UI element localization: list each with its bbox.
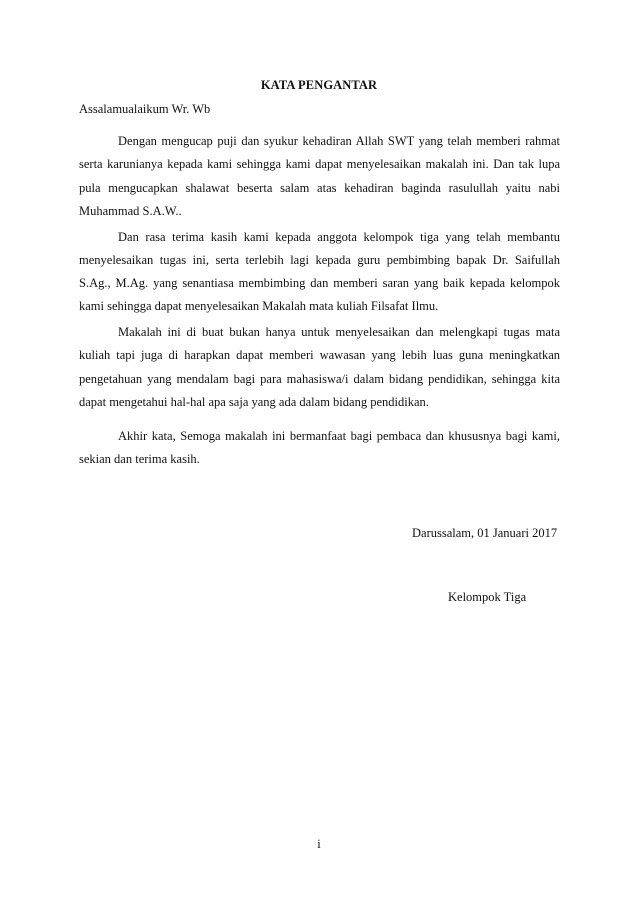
- paragraph-1-line-1: Dengan mengucap puji dan syukur kehadiran Allah SWT yang telah memberi rahmat: [118, 134, 560, 148]
- paragraph-1-line-3: pula mengucapkan shalawat beserta salam atas kehadiran baginda rasulullah yaitu nabi: [79, 181, 560, 195]
- greeting-text: Assalamualaikum Wr. Wb: [79, 102, 211, 116]
- paragraph-4-line-2: sekian dan terima kasih.: [79, 452, 200, 466]
- paragraph-3-line-2: kuliah tapi juga di harapkan dapat memberi wawasan yang lebih luas guna meningkatkan: [79, 348, 560, 362]
- paragraph-3-line-3: pengetahuan yang mendalam bagi para mahasiswa/i dalam bidang pendidikan, sehingga kita: [79, 372, 560, 386]
- paragraph-2-line-1: Dan rasa terima kasih kami kepada anggota kelompok tiga yang telah membantu: [118, 230, 560, 244]
- paragraph-2-line-3: S.Ag., M.Ag. yang senantiasa membimbing dan memberi saran yang baik kepada kelompok: [79, 276, 560, 290]
- paragraph-4-line-1: Akhir kata, Semoga makalah ini bermanfaat bagi pembaca dan khususnya bagi kami,: [118, 429, 560, 443]
- paragraph-3-line-4: dapat mengetahui hal-hal apa saja yang ada dalam bidang pendidikan.: [79, 395, 429, 409]
- page-title: KATA PENGANTAR: [260, 78, 378, 92]
- signature-text: Kelompok Tiga: [448, 590, 527, 604]
- place-date-text: Darussalam, 01 Januari 2017: [412, 526, 558, 540]
- page-number: i: [317, 837, 321, 851]
- paragraph-1-line-4: Muhammad S.A.W..: [79, 204, 182, 218]
- paragraph-2-line-4: kami sehingga dapat menyelesaikan Makalah mata kuliah Filsafat Ilmu.: [79, 299, 439, 313]
- paragraph-2-line-2: menyelesaikan tugas ini, serta terlebih lagi kepada guru pembimbing bapak Dr. Saifullah: [79, 253, 560, 267]
- paragraph-1-line-2: serta karunianya kepada kami sehingga kami dapat menyelesaikan makalah ini. Dan tak lupa: [79, 157, 560, 171]
- paragraph-3-line-1: Makalah ini di buat bukan hanya untuk menyelesaikan dan melengkapi tugas mata: [118, 325, 560, 339]
